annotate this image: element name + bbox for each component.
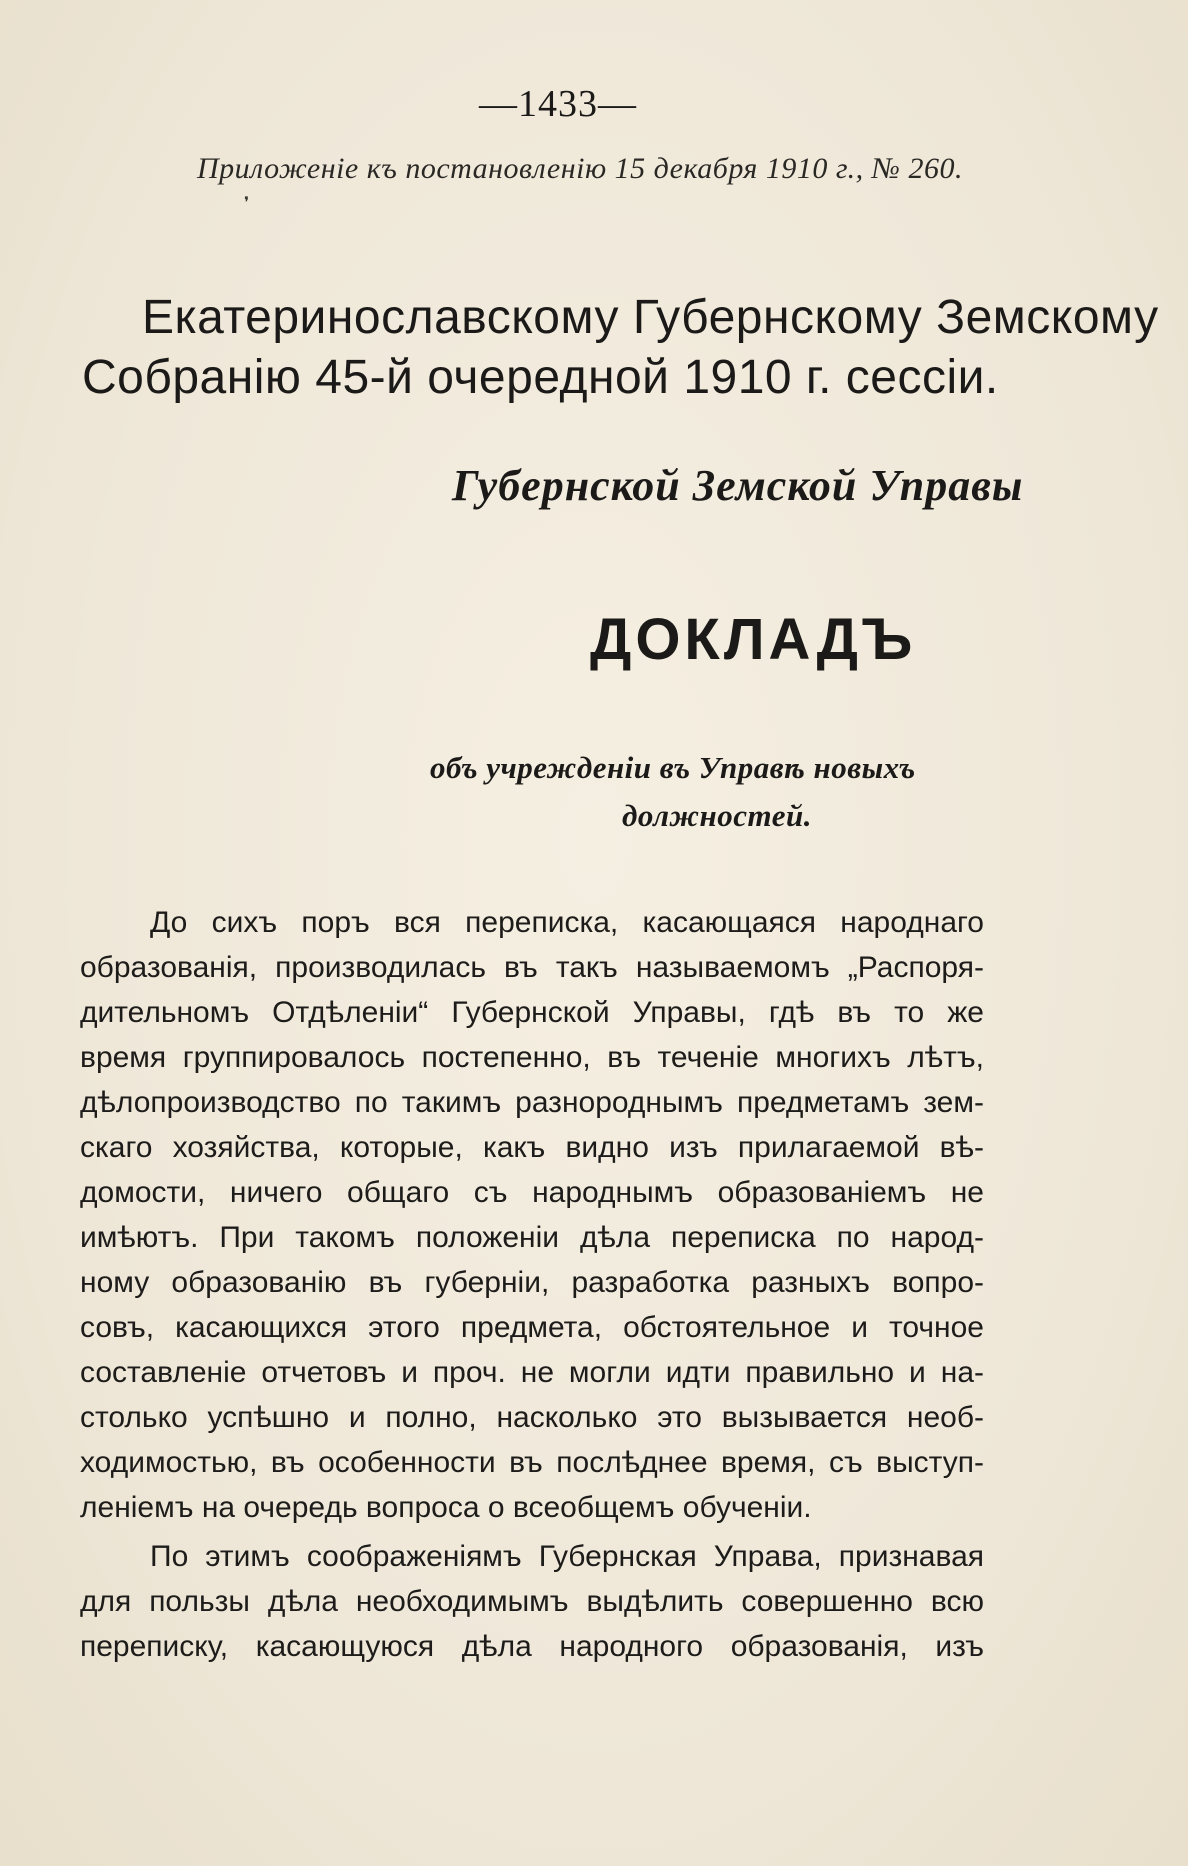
text-line: домости, ничего общаго съ народнымъ образованіемъ не	[80, 1176, 984, 1209]
subject-line-2: должностей.	[622, 798, 812, 833]
ink-speck-icon: ❜	[244, 195, 250, 212]
text-line: дѣлопроизводство по такимъ разнороднымъ предметамъ зем-	[80, 1086, 984, 1119]
page-number: —1433—	[479, 83, 637, 125]
report-title: ДОКЛАДЪ	[590, 607, 917, 672]
paragraph	[80, 900, 984, 1530]
body-text	[80, 900, 984, 1673]
subject-line-1: объ учрежденіи въ Управѣ новыхъ	[430, 750, 916, 785]
addressee-line-2: Собранію 45-й очередной 1910 г. сессіи.	[82, 351, 999, 404]
text-line: для пользы дѣла необходимымъ выдѣлить совершенно всю	[80, 1585, 984, 1618]
text-line: составленіе отчетовъ и проч. не могли идти правильно и на-	[80, 1356, 984, 1389]
text-line: дительномъ Отдѣленіи“ Губернской Управы, гдѣ въ то же	[80, 996, 984, 1029]
appendix-note: Приложеніе къ постановленію 15 декабря 1910 г., № 260.	[197, 152, 963, 185]
board-name: Губернской Земской Управы	[452, 461, 1024, 510]
text-line: время группировалось постепенно, въ теченіе многихъ лѣтъ,	[80, 1041, 984, 1074]
report-subject	[430, 744, 990, 840]
text-line: имѣютъ. При такомъ положеніи дѣла переписка по народ-	[80, 1221, 984, 1254]
text-line: ходимостью, въ особенности въ послѣднее время, съ выступ-	[80, 1446, 984, 1479]
text-line: До сихъ поръ вся переписка, касающаяся народнаго	[150, 906, 984, 939]
text-line: ному образованію въ губерніи, разработка разныхъ вопро-	[80, 1266, 984, 1299]
text-line: По этимъ соображеніямъ Губернская Управа, признавая	[150, 1540, 984, 1573]
addressee-line-1: Екатеринославскому Губернскому Земскому	[142, 291, 1159, 344]
addressee-heading	[82, 288, 1159, 408]
text-line: переписку, касающуюся дѣла народного образованія, изъ	[80, 1630, 984, 1663]
paragraph	[80, 1534, 984, 1669]
text-line: леніемъ на очередь вопроса о всеобщемъ обученіи.	[80, 1491, 812, 1524]
text-line: скаго хозяйства, которые, какъ видно изъ прилагаемой вѣ-	[80, 1131, 984, 1164]
text-line: столько успѣшно и полно, насколько это вызывается необ-	[80, 1401, 984, 1434]
text-line: образованія, производилась въ такъ называемомъ „Распоря-	[80, 951, 984, 984]
text-line: совъ, касающихся этого предмета, обстоятельное и точное	[80, 1311, 984, 1344]
